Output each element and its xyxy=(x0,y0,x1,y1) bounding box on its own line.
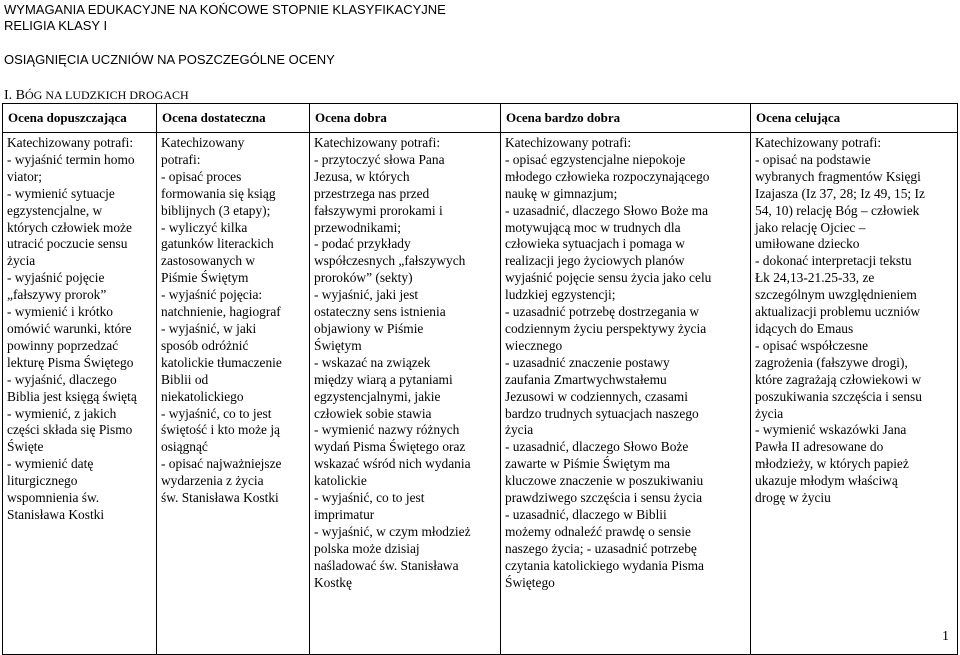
cell-line: gatunków literackich xyxy=(161,236,274,252)
header-dobra: Ocena dobra xyxy=(310,104,501,133)
cell-celujaca xyxy=(751,133,958,655)
cell-line: możemy odnaleźć prawdę o sensie xyxy=(505,523,691,539)
cell-line: poszukiwania szczęścia i sensu xyxy=(755,388,922,404)
cell-line: proroków” (sekty) xyxy=(314,270,413,286)
cell-line: człowieka sytuacjach i pomaga w xyxy=(505,236,685,252)
cell-line: zaufania Zmartwychwstałemu xyxy=(505,371,667,387)
cell-line: Jezusowi w codziennych, czasami xyxy=(505,388,688,404)
cell-line: drogę w życiu xyxy=(755,490,831,506)
cell-line: czytania katolickiego wydania Pisma xyxy=(505,557,704,573)
cell-line: życia xyxy=(505,422,534,438)
cell-line: życia xyxy=(755,405,784,421)
header-row xyxy=(3,104,958,133)
cell-line: Katechizowany potrafi: xyxy=(755,135,882,150)
cell-line: wskazać wśród nich wydania xyxy=(314,456,471,472)
cell-line: Świętym xyxy=(314,337,362,353)
cell-line: - uzasadnić znaczenie postawy xyxy=(505,354,670,370)
cell-line: Biblia jest księgą świętą xyxy=(7,388,137,404)
cell-line: Piśmie Świętym xyxy=(161,270,249,286)
cell-line: - wyjaśnić, co to jest xyxy=(314,490,425,506)
cell-line: jako relację Ojciec – xyxy=(755,219,866,235)
cell-line: życia xyxy=(7,253,36,269)
cell-line: potrafi: xyxy=(161,151,201,167)
cell-line: Biblii od xyxy=(161,371,209,387)
cell-line: - opisać egzystencjalne niepokoje xyxy=(505,151,686,167)
cell-line: wyjaśnić pojęcie sensu życia jako celu xyxy=(505,270,712,286)
page-number: 1 xyxy=(942,629,949,644)
cell-line: Katechizowany potrafi: xyxy=(7,135,134,150)
doc-title-line1: WYMAGANIA EDUKACYJNE NA KOŃCOWE STOPNIE KLASYFIKACYJNE xyxy=(4,2,446,17)
cell-line: katolickie xyxy=(314,473,367,489)
cell-line: przewodnikami; xyxy=(314,219,402,235)
cell-line: powinny poprzedzać xyxy=(7,337,119,353)
cell-line: aktualizacji problemu uczniów xyxy=(755,304,921,320)
cell-bardzo-dobra xyxy=(501,133,751,655)
cell-dopuszczajaca xyxy=(3,133,157,655)
cell-line: świętość i kto może ją xyxy=(161,422,280,438)
cell-line: - wyjaśnić pojęcia: xyxy=(161,287,263,303)
cell-line: Świętego xyxy=(505,574,555,590)
cell-line: ostateczny sens istnienia xyxy=(314,304,446,320)
cell-line: Jezusa, w których xyxy=(314,168,410,184)
cell-line: - wymienić datę xyxy=(7,456,94,472)
cell-line: polska może dzisiaj xyxy=(314,540,420,556)
cell-line: człowiek sobie stawia xyxy=(314,405,432,421)
cell-line: 54, 10) relację Bóg – człowiek xyxy=(755,202,920,218)
cell-line: zagrożenia (fałszywe drogi), xyxy=(755,354,908,370)
cell-line: wiecznego xyxy=(505,337,563,353)
cell-line: „fałszywy prorok” xyxy=(7,287,107,303)
cell-line: - opisać współczesne xyxy=(755,337,869,353)
cell-line: zastosowanych w xyxy=(161,253,256,269)
cell-line: - wyjaśnić termin homo xyxy=(7,151,135,167)
cell-line: - wymienić, z jakich xyxy=(7,405,117,421)
cell-line: między wiarą a pytaniami xyxy=(314,371,453,387)
cell-line: - wymienić nazwy różnych xyxy=(314,422,460,438)
cell-line: - uzasadnić potrzebę dostrzegania w xyxy=(505,304,700,320)
cell-line: - opisać na podstawie xyxy=(755,151,871,167)
cell-line: osiągnąć xyxy=(161,439,208,455)
cell-line: imprimatur xyxy=(314,506,375,522)
cell-line: wydarzenia z życia xyxy=(161,473,264,489)
cell-line: - opisać proces xyxy=(161,168,242,184)
cell-line: kluczowe znaczenie w poszukiwaniu xyxy=(505,473,704,489)
cell-line: ukazuje młodym właściwą xyxy=(755,473,898,489)
cell-line: - wyjaśnić, dlaczego xyxy=(7,371,117,387)
cell-line: codziennym życiu perspektywy życia xyxy=(505,320,707,336)
cell-line: formowania się ksiąg xyxy=(161,185,276,201)
cell-line: naukę w gimnazjum; xyxy=(505,185,618,201)
cell-line: - wyjaśnić pojęcie xyxy=(7,270,105,286)
section-heading: OSIĄGNIĘCIA UCZNIÓW NA POSZCZEGÓLNE OCENY xyxy=(4,52,335,67)
cell-line: sposób odróżnić xyxy=(161,337,249,353)
unit-heading-prefix: I. B xyxy=(4,88,25,103)
unit-heading-rest: ÓG NA LUDZKICH DROGACH xyxy=(25,88,189,102)
cell-line: naszego życia; - uzasadnić potrzebę xyxy=(505,540,697,556)
cell-line: motywującą moc w trudnych dla xyxy=(505,219,681,235)
cell-line: ludzkiej egzystencji; xyxy=(505,287,616,303)
unit-heading xyxy=(4,87,189,104)
cell-line: liturgicznego xyxy=(7,473,78,489)
requirements-row xyxy=(3,133,958,655)
cell-line: prawdziwego szczęścia i sensu życia xyxy=(505,490,703,506)
cell-line: zawarte w Piśmie Świętym ma xyxy=(505,456,671,472)
cell-line: które zagrażają człowiekowi w xyxy=(755,371,922,387)
cell-line: viator; xyxy=(7,168,42,184)
cell-line: biblijnych (3 etapy); xyxy=(161,202,271,218)
cell-line: - wymienić sytuacje xyxy=(7,185,115,201)
cell-line: - uzasadnić, dlaczego Słowo Boże xyxy=(505,439,689,455)
cell-line: lekturę Pisma Świętego xyxy=(7,354,134,370)
cell-line: Kostkę xyxy=(314,574,352,590)
cell-line: szczególnym uwzględnieniem xyxy=(755,287,917,303)
cell-line: - dokonać interpretacji tekstu xyxy=(755,253,912,269)
cell-dostateczna xyxy=(157,133,310,655)
header-dostateczna: Ocena dostateczna xyxy=(157,104,310,133)
cell-line: Święte xyxy=(7,439,44,455)
cell-line: Łk 24,13-21.25-33, ze xyxy=(755,270,875,286)
cell-line: młodego człowieka rozpoczynającego xyxy=(505,168,710,184)
cell-line: - przytoczyć słowa Pana xyxy=(314,151,445,167)
cell-line: wydań Pisma Świętego oraz xyxy=(314,439,466,455)
cell-line: egzystencjalne, w xyxy=(7,202,103,218)
cell-line: - wyjaśnić, w jaki xyxy=(161,320,257,336)
cell-line: współczesnych „fałszywych xyxy=(314,253,466,269)
cell-line: niekatolickiego xyxy=(161,388,244,404)
cell-line: realizacji jego życiowych planów xyxy=(505,253,685,269)
header-bardzo-dobra: Ocena bardzo dobra xyxy=(501,104,751,133)
cell-line: naśladować św. Stanisława xyxy=(314,557,459,573)
cell-line: - wyjaśnić, co to jest xyxy=(161,405,272,421)
header-dopuszczajaca: Ocena dopuszczająca xyxy=(3,104,157,133)
cell-line: młodzieży, w których papież xyxy=(755,456,909,472)
cell-line: bardzo trudnych sytuacjach naszego xyxy=(505,405,699,421)
cell-line: utracić poczucie sensu xyxy=(7,236,128,252)
cell-line: - wskazać na związek xyxy=(314,354,431,370)
cell-line: - opisać najważniejsze xyxy=(161,456,282,472)
cell-line: idących do Emaus xyxy=(755,320,854,336)
cell-line: - wyjaśnić, jaki jest xyxy=(314,287,419,303)
cell-line: objawiony w Piśmie xyxy=(314,320,424,336)
cell-line: egzystencjalnymi, jakie xyxy=(314,388,441,404)
cell-line: - wyliczyć kilka xyxy=(161,219,248,235)
cell-line: wybranych fragmentów Księgi xyxy=(755,168,921,184)
cell-line: - podać przykłady xyxy=(314,236,411,252)
cell-line: części składa się Pismo xyxy=(7,422,133,438)
cell-line: - uzasadnić, dlaczego Słowo Boże ma xyxy=(505,202,709,218)
cell-line: umiłowane dziecko xyxy=(755,236,860,252)
cell-line: wspomnienia św. xyxy=(7,490,100,506)
cell-line: Katechizowany potrafi: xyxy=(314,135,441,150)
cell-dobra xyxy=(310,133,501,655)
cell-line: - uzasadnić, dlaczego w Biblii xyxy=(505,506,667,522)
header-celujaca: Ocena celująca xyxy=(751,104,958,133)
cell-line: - wyjaśnić, w czym młodzież xyxy=(314,523,471,539)
cell-line: fałszywymi prorokami i xyxy=(314,202,443,218)
cell-line: których człowiek może xyxy=(7,219,132,235)
cell-line: Katechizowany potrafi: xyxy=(505,135,632,150)
cell-line: przestrzega nas przed xyxy=(314,185,430,201)
cell-line: - wymienić i krótko xyxy=(7,304,113,320)
cell-line: Izajasza (Iz 37, 28; Iz 49, 15; Iz xyxy=(755,185,925,201)
doc-title-line2: RELIGIA KLASY I xyxy=(4,18,108,33)
cell-line: katolickie tłumaczenie xyxy=(161,354,282,370)
cell-line: Pawła II adresowane do xyxy=(755,439,884,455)
cell-line: Stanisława Kostki xyxy=(7,506,105,522)
cell-line: Katechizowany xyxy=(161,135,245,150)
cell-line: omówić warunki, które xyxy=(7,320,132,336)
cell-line: natchnienie, hagiograf xyxy=(161,304,281,320)
grades-table xyxy=(2,103,958,655)
cell-line: - wymienić wskazówki Jana xyxy=(755,422,907,438)
cell-line: św. Stanisława Kostki xyxy=(161,490,279,506)
